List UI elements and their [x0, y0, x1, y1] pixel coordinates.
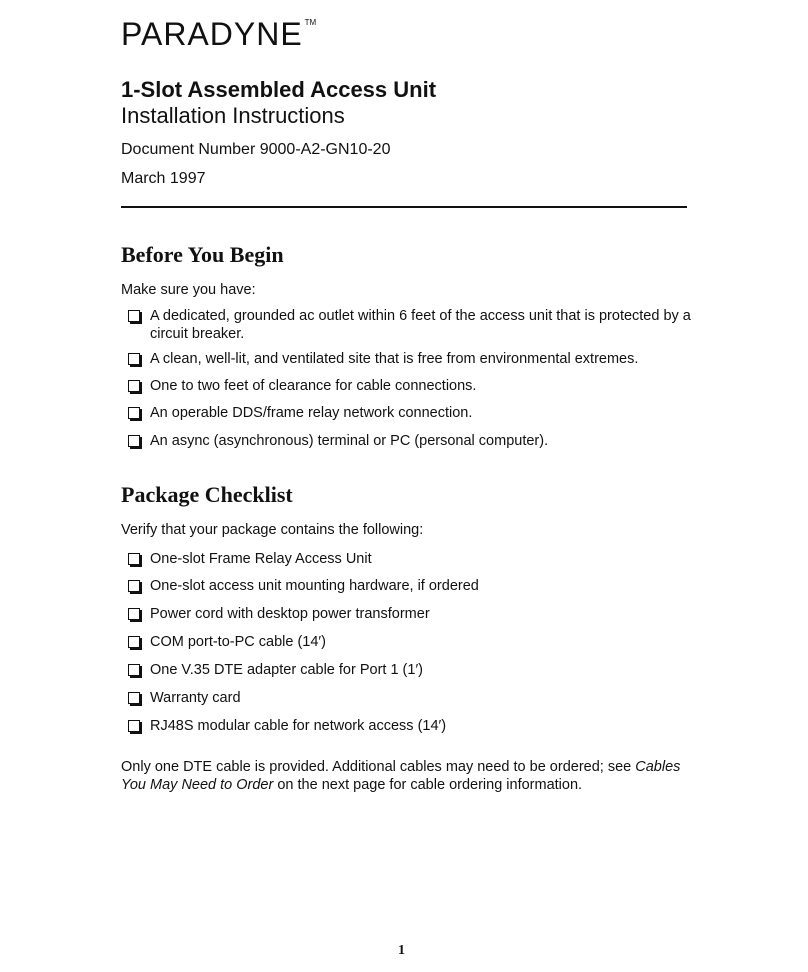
list-item	[121, 717, 691, 735]
paradyne-logo	[121, 14, 316, 54]
page-number: 1	[398, 943, 405, 958]
cable-note-reference: Cables You May Need to Order	[121, 759, 681, 793]
list-item-text: RJ48S modular cable for network access (14′)	[150, 718, 447, 734]
cable-note	[121, 758, 691, 794]
list-item	[121, 605, 691, 623]
checkbox-icon	[128, 608, 140, 620]
list-item	[121, 377, 691, 395]
checkbox-icon	[128, 310, 140, 322]
list-item-text: Warranty card	[150, 690, 241, 706]
list-item	[121, 661, 691, 679]
checkbox-icon	[128, 580, 140, 592]
checkbox-icon	[128, 664, 140, 676]
section-heading-package-checklist: Package Checklist	[121, 482, 293, 507]
package-checklist-intro: Verify that your package contains the following:	[121, 522, 424, 538]
list-item	[121, 307, 691, 343]
before-you-begin-intro: Make sure you have:	[121, 282, 256, 298]
list-item-text: An operable DDS/frame relay network connection.	[150, 405, 473, 421]
list-item-text: One-slot Frame Relay Access Unit	[150, 551, 372, 567]
list-item	[121, 550, 691, 568]
list-item	[121, 633, 691, 651]
list-item-text: One-slot access unit mounting hardware, if ordered	[150, 578, 479, 594]
list-item-text: A dedicated, grounded ac outlet within 6 feet of the access unit that is protected by a circuit breaker.	[150, 308, 691, 342]
cable-note-text-after: on the next page for cable ordering information.	[273, 777, 583, 793]
header-divider	[121, 206, 687, 208]
list-item-text: An async (asynchronous) terminal or PC (personal computer).	[150, 433, 549, 449]
list-item	[121, 404, 691, 422]
cable-note-text-before: Only one DTE cable is provided. Additional cables may need to be ordered; see	[121, 759, 636, 775]
document-title: 1-Slot Assembled Access Unit	[121, 77, 437, 102]
list-item	[121, 350, 691, 368]
list-item-text: A clean, well-lit, and ventilated site that is free from environmental extremes.	[150, 351, 639, 367]
list-item-text: COM port-to-PC cable (14′)	[150, 634, 326, 650]
checkbox-icon	[128, 720, 140, 732]
checkbox-icon	[128, 380, 140, 392]
list-item-text: One to two feet of clearance for cable connections.	[150, 378, 477, 394]
checkbox-icon	[128, 407, 140, 419]
checkbox-icon	[128, 553, 140, 565]
document-subtitle: Installation Instructions	[121, 103, 345, 128]
list-item	[121, 577, 691, 595]
list-item	[121, 432, 691, 450]
checkbox-icon	[128, 636, 140, 648]
trademark-symbol: TM	[304, 18, 317, 27]
document-date: March 1997	[121, 170, 206, 187]
list-item	[121, 689, 691, 707]
checkbox-icon	[128, 435, 140, 447]
checkbox-icon	[128, 692, 140, 704]
logo-wordmark: PARADYNE	[121, 16, 303, 52]
document-number: Document Number 9000-A2-GN10-20	[121, 141, 391, 158]
section-heading-before-you-begin: Before You Begin	[121, 242, 284, 267]
list-item-text: One V.35 DTE adapter cable for Port 1 (1′)	[150, 662, 423, 678]
checkbox-icon	[128, 353, 140, 365]
list-item-text: Power cord with desktop power transformer	[150, 606, 430, 622]
